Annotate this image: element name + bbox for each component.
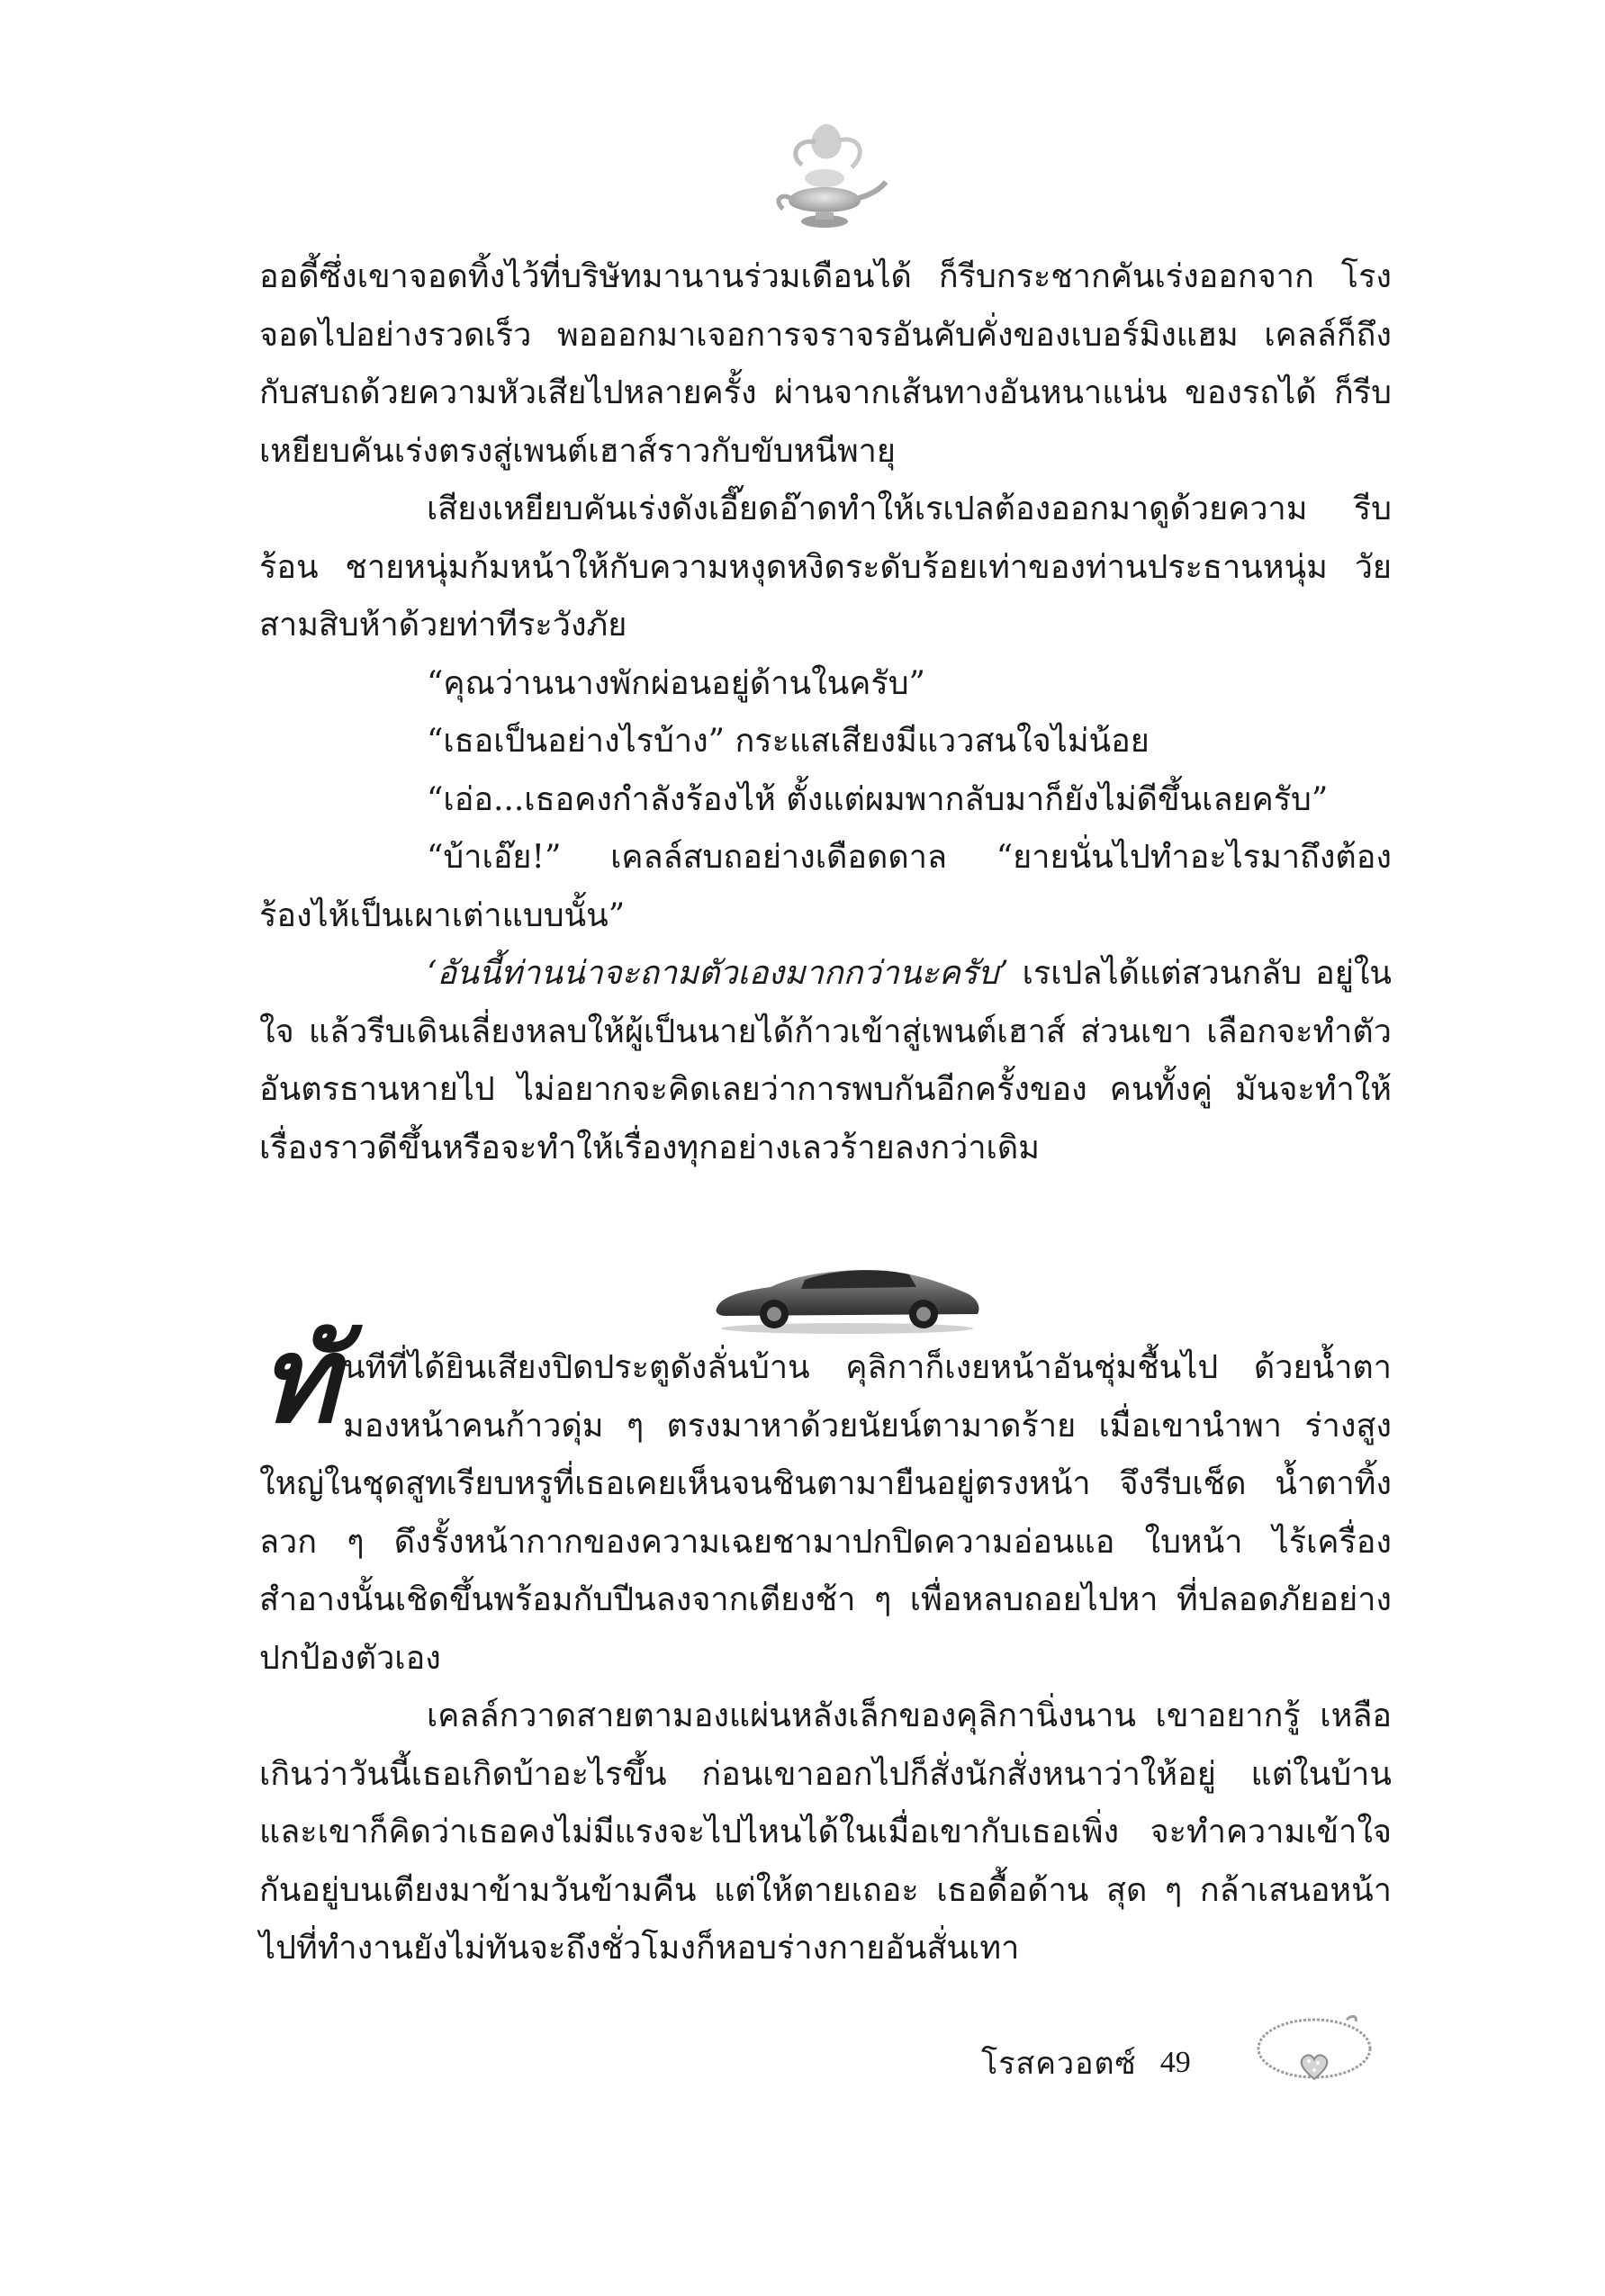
dialogue-line: “คุณว่านนางพักผ่อนอยู่ด้านในครับ” <box>427 664 925 702</box>
paragraph: ออดี้ซึ่งเขาจอดทิ้งไว้ที่บริษัทมานานร่วมเดือนได้ ก็รีบกระชากคันเร่งออกจาก โรงจอดไปอย่างรวดเร็ว พอออกมาเจอการจราจรอันคับคั่งของเบอร์มิงแฮม เคลล์ก็ถึงกับสบถด้วยความหัวเสียไปหลายครั้ง ผ่านจากเส้นทางอันหนาแน่น ของรถได้ ก็รีบเหยียบคันเร่งตรงสู่เพนต์เฮาส์ราวกับขับหนีพายุ <box>259 258 1392 470</box>
dialogue-line: “เธอเป็นอย่างไรบ้าง” กระแสเสียงมีแววสนใจไม่น้อย <box>427 723 1150 760</box>
italic-thought: ‘อันนี้ท่านน่าจะถามตัวเองมากกว่านะครับ’ <box>427 955 1009 992</box>
text-block-top <box>259 248 1392 1177</box>
dialogue-line: “เอ่อ...เธอคงกำลังร้องไห้ ตั้งแต่ผมพากลับมาก็ยังไม่ดีขึ้นเลยครับ” <box>427 780 1329 818</box>
dialogue-line: “บ้าเอ๊ย!” เคลล์สบถอย่างเดือดดาล “ยายนั่นไปทำอะไรมาถึงต้อง ร้องไห้เป็นเผาเต่าแบบนั้น” <box>259 839 1392 934</box>
drop-cap: ทั <box>259 1310 338 1450</box>
page-footer <box>981 2039 1191 2087</box>
page-number: 49 <box>1159 2046 1191 2079</box>
heart-bracelet-icon <box>1251 2005 1377 2091</box>
paragraph <box>259 945 1392 1177</box>
sports-car-divider-icon <box>708 1256 987 1336</box>
book-title: โรสควอตซ์ <box>981 2046 1137 2082</box>
paragraph: เคลล์กวาดสายตามองแผ่นหลังเล็กของคุลิกานิ่งนาน เขาอยากรู้ เหลือเกินว่าวันนี้เธอเกิดบ้าอะไรขึ้น ก่อนเขาออกไปก็สั่งนักสั่งหนาว่าให้อยู่ แต่ในบ้าน และเขาก็คิดว่าเธอคงไม่มีแรงจะไปไหนได้ในเมื่อเขากับเธอเพิ่ง จะทำความเข้าใจกันอยู่บนเตียงมาข้ามวันข้ามคืน แต่ให้ตายเถอะ เธอดื้อด้าน สุด ๆ กล้าเสนอหน้าไปที่ทำงานยังไม่ทันจะถึงชั่วโมงก็หอบร่างกายอันสั่นเทา <box>259 1697 1392 1967</box>
genie-lamp-ornament-icon <box>762 115 888 237</box>
paragraph-continuation: เรเปลได้แต่สวนกลับ อยู่ในใจ แล้วรีบเดินเลี่ยงหลบให้ผู้เป็นนายได้ก้าวเข้าสู่เพนต์เฮาส์ ส่วนเขา เลือกจะทำตัวอันตรธานหายไป ไม่อยากจะคิดเลยว่าการพบกันอีกครั้งของ คนทั้งคู่ มันจะทำให้เรื่องราวดีขึ้นหรือจะทำให้เรื่องทุกอย่างเลวร้ายลงกว่าเดิม <box>259 955 1392 1166</box>
text-block-bottom <box>259 1310 1392 1978</box>
paragraph: เสียงเหยียบคันเร่งดังเอี๊ยดอ๊าดทำให้เรเปลต้องออกมาดูด้วยความ รีบร้อน ชายหนุ่มก้มหน้าให้กับความหงุดหงิดระดับร้อยเท่าของท่านประธานหนุ่ม วัยสามสิบห้าด้วยท่าทีระวังภัย <box>259 491 1392 644</box>
dropcap-paragraph <box>259 1310 1392 1688</box>
paragraph-text: นทีที่ได้ยินเสียงปิดประตูดังลั่นบ้าน คุลิกาก็เงยหน้าอันชุ่มชื้นไป ด้วยน้ำตามองหน้าคนก้าวดุ่ม ๆ ตรงมาหาด้วยนัยน์ตามาดร้าย เมื่อเขานำพา ร่างสูงใหญ่ในชุดสูทเรียบหรูที่เธอเคยเห็นจนชินตามายืนอยู่ตรงหน้า จึงรีบเช็ด น้ำตาทิ้งลวก ๆ ดึงรั้งหน้ากากของความเฉยชามาปกปิดความอ่อนแอ ใบหน้า ไร้เครื่องสำอางนั้นเชิดขึ้นพร้อมกับปีนลงจากเตียงช้า ๆ เพื่อหลบถอยไปหา ที่ปลอดภัยอย่างปกป้องตัวเอง <box>259 1349 1392 1677</box>
